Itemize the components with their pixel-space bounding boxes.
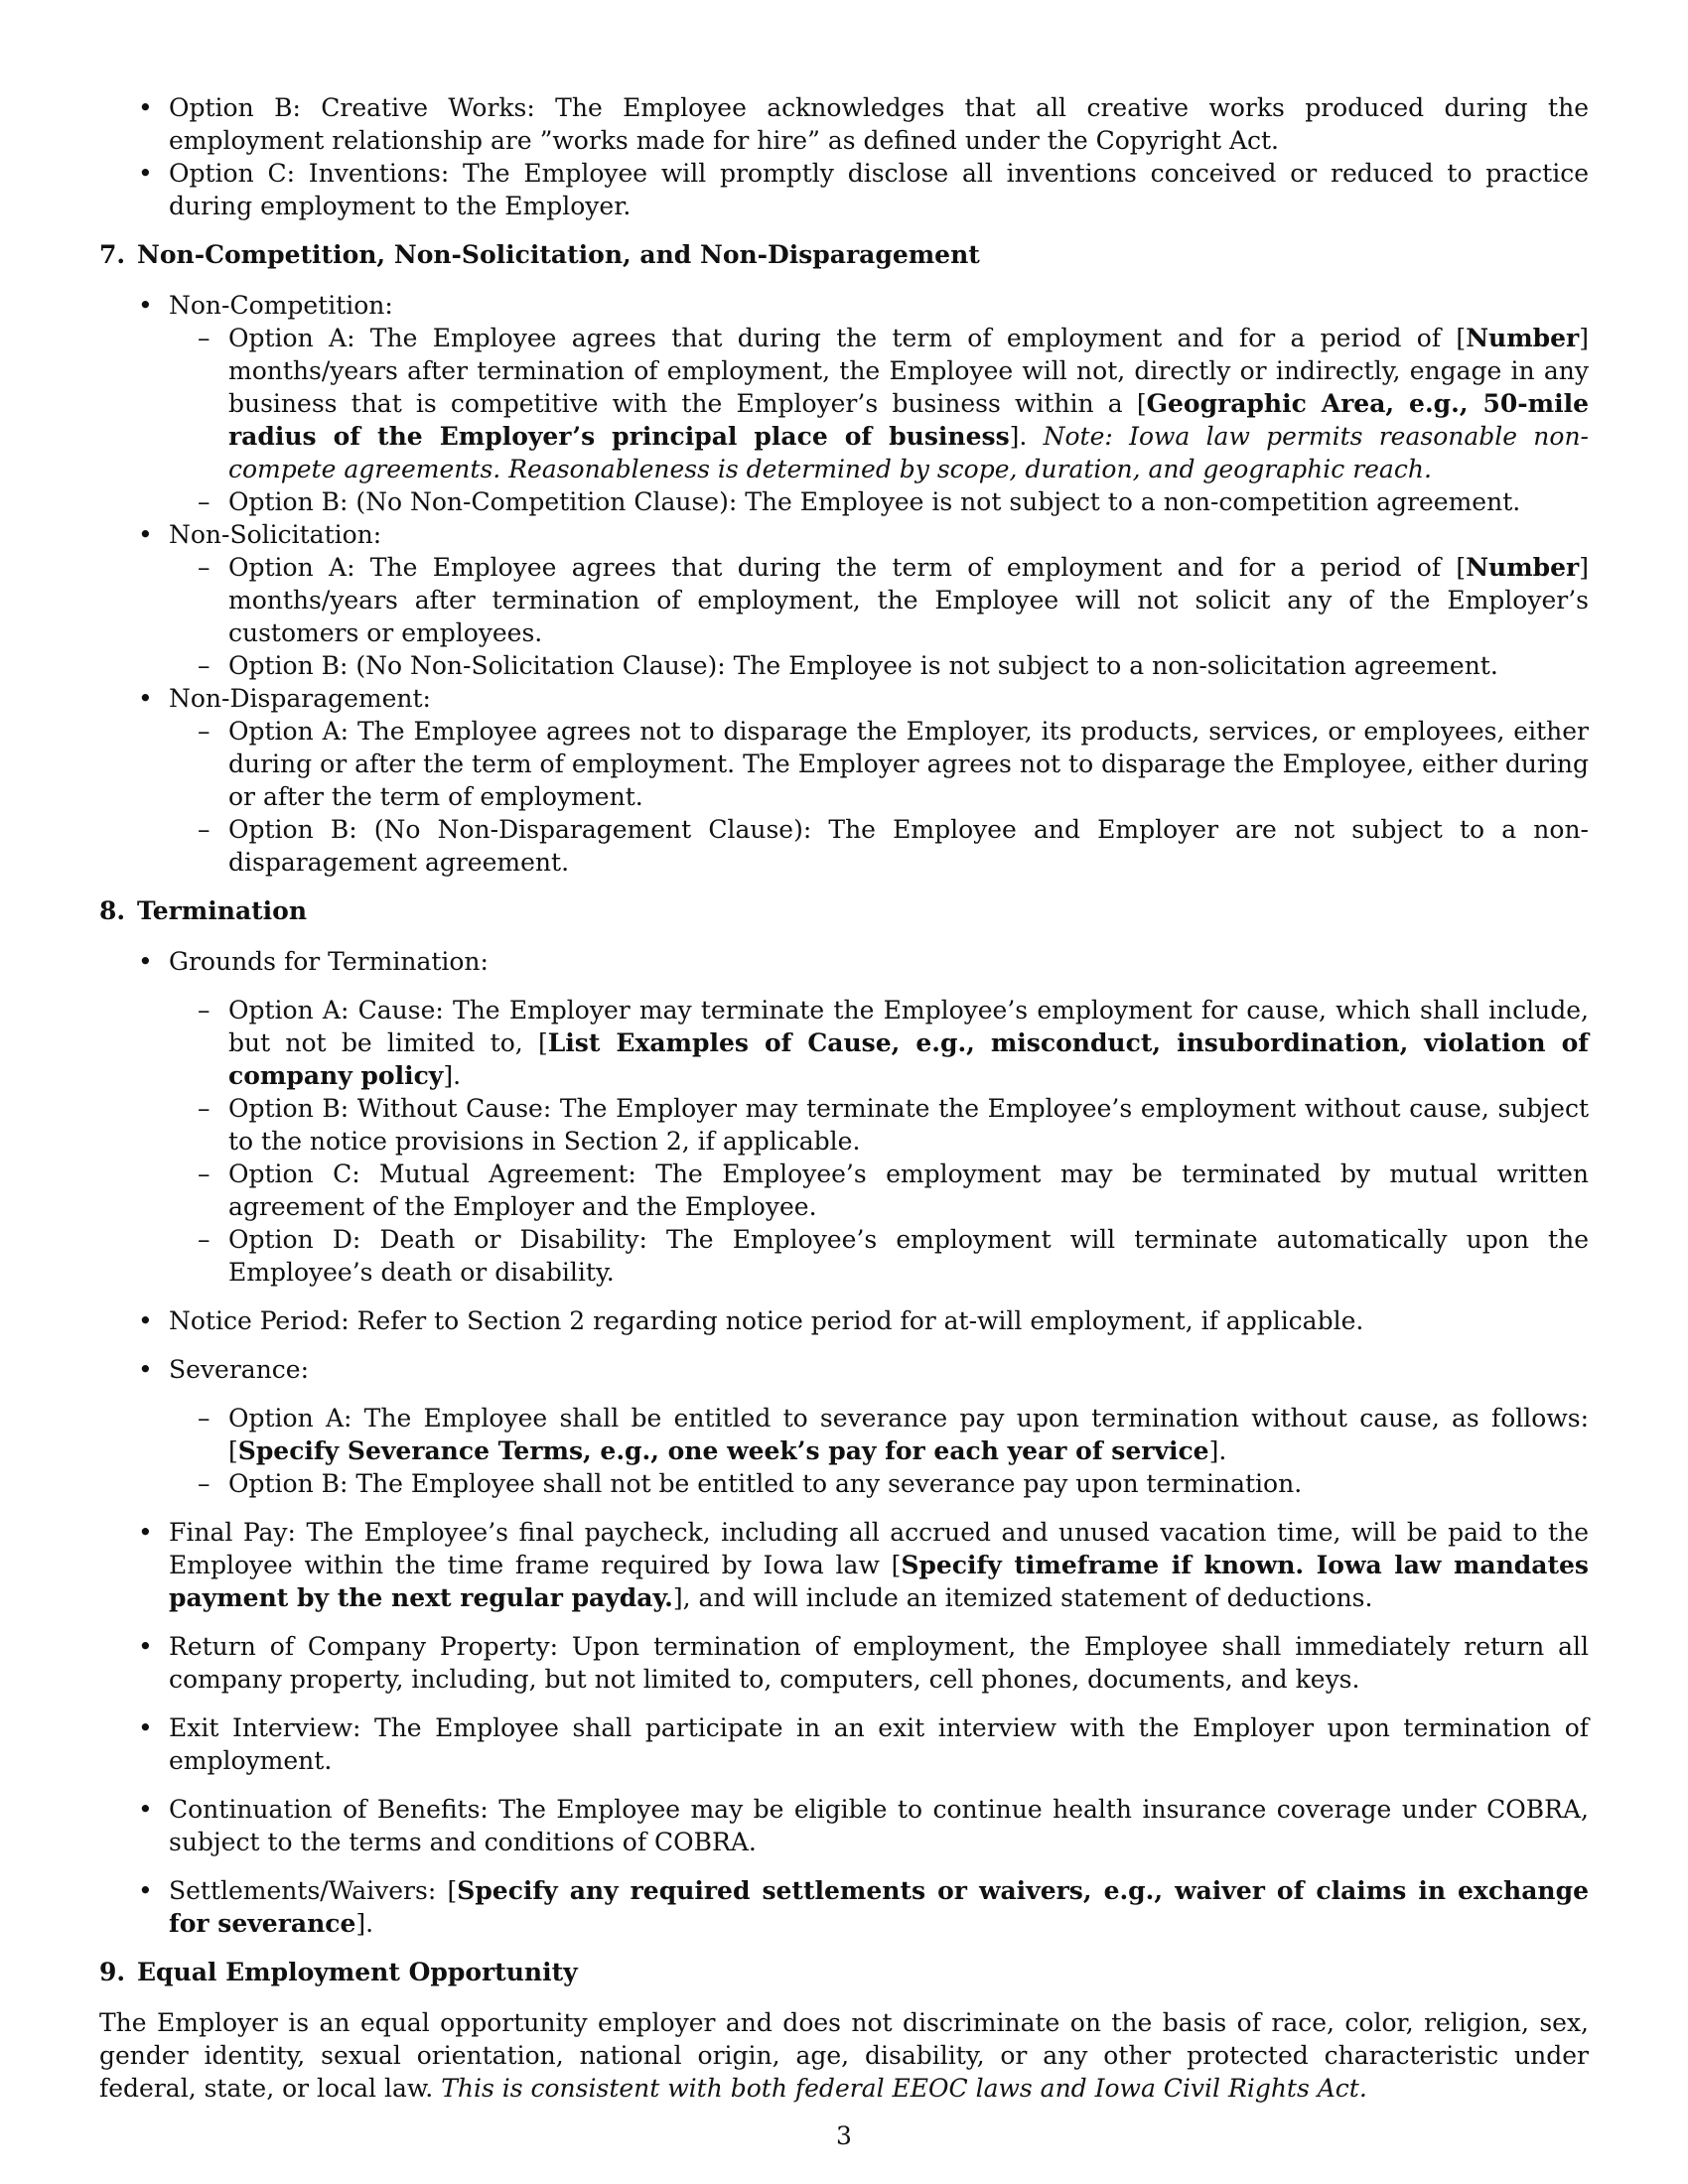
section-8-list xyxy=(99,945,1589,1940)
return-property: Return of Company Property: Upon termination of employment, the Employee shall immediately return all company property, including, but not limited to, computers, cell phones, documents, and keys. xyxy=(169,1632,1589,1694)
placeholder-field: Geographic Area, e.g., 50-mile radius of the Employer’s principal place of business xyxy=(228,389,1589,451)
text-run: The Employer is an equal opportunity employer and does not discriminate on the basis of race, color, religion, sex, gender identity, sexual orientation, national origin, age, disability, or any other protected characteristic under federal, state, or local law. xyxy=(99,2008,1589,2103)
text-run: ]. xyxy=(355,1909,374,1938)
list-item xyxy=(169,994,1589,1092)
non-solicitation-options xyxy=(169,551,1589,682)
list-item xyxy=(169,1092,1589,1158)
list-item xyxy=(99,1630,1589,1696)
non-disparagement-label: Non-Disparagement: xyxy=(169,684,431,713)
section-9-heading xyxy=(99,1956,1589,1988)
grounds-label: Grounds for Termination: xyxy=(169,947,489,976)
list-item xyxy=(169,1402,1589,1467)
option-c-inventions: Option C: Inventions: The Employee will promptly disclose all inventions conceived or reduced to practice during employment to the Employer. xyxy=(169,159,1589,220)
non-disparagement-options xyxy=(169,715,1589,879)
document-page xyxy=(99,91,1589,2105)
continuation-benefits: Continuation of Benefits: The Employee may be eligible to continue health insurance coverage under COBRA, subject to the terms and conditions of COBRA. xyxy=(169,1795,1589,1856)
section-6-options-list xyxy=(99,91,1589,222)
section-title: Non-Competition, Non-Solicitation, and Non-Disparagement xyxy=(137,240,980,269)
section-number: 8. xyxy=(99,896,126,925)
text-run: Option A: The Employee agrees that during the term of employment and for a period of [ xyxy=(228,553,1467,582)
section-7-heading xyxy=(99,238,1589,271)
text-run: Option B: Without Cause: The Employer may terminate the Employee’s employment without cause, subject to the notice provisions in Section 2, if applicable. xyxy=(228,1094,1589,1156)
section-7-list xyxy=(99,289,1589,879)
text-run: Option B: (No Non-Solicitation Clause): The Employee is not subject to a non-solicitation agreement. xyxy=(228,651,1498,680)
list-item xyxy=(169,485,1589,518)
eeo-paragraph xyxy=(99,2006,1589,2105)
list-item xyxy=(99,1711,1589,1777)
text-run: Option B: (No Non-Disparagement Clause): The Employee and Employer are not subject to a non-disparagement agreement. xyxy=(228,815,1589,877)
text-run: ], and will include an itemized statement of deductions. xyxy=(672,1583,1373,1612)
option-b-creative-works: Option B: Creative Works: The Employee acknowledges that all creative works produced during the employment relationship are ”works made for hire” as defined under the Copyright Act. xyxy=(169,93,1589,155)
section-title: Termination xyxy=(137,896,308,925)
list-item xyxy=(169,813,1589,879)
severance-label: Severance: xyxy=(169,1355,310,1384)
section-number: 7. xyxy=(99,240,126,269)
placeholder-field: Specify timeframe if known. Iowa law mandates payment by the next regular payday. xyxy=(169,1551,1589,1612)
list-item xyxy=(99,91,1589,157)
section-8-heading xyxy=(99,894,1589,927)
list-item xyxy=(99,289,1589,518)
text-run: Option A: The Employee agrees not to disparage the Employer, its products, services, or employees, either during or after the term of employment. The Employer agrees not to disparage the Employee, either during or after the term of employment. xyxy=(228,717,1589,811)
text-run: Option D: Death or Disability: The Employee’s employment will terminate automatically upon the Employee’s death or disability. xyxy=(228,1225,1589,1287)
list-item xyxy=(99,682,1589,879)
non-solicitation-label: Non-Solicitation: xyxy=(169,520,382,549)
text-run: ]. xyxy=(443,1061,462,1090)
placeholder-field: Number xyxy=(1466,553,1580,582)
text-run: Option A: Cause: The Employer may terminate the Employee’s employment for cause, which shall include, but not be limited to, [ xyxy=(228,996,1589,1057)
list-item xyxy=(169,551,1589,649)
list-item xyxy=(99,1516,1589,1614)
text-run: Option A: The Employee agrees that during the term of employment and for a period of [ xyxy=(228,324,1467,352)
severance-options xyxy=(169,1402,1589,1500)
list-item xyxy=(169,715,1589,813)
text-run: Final Pay: The Employee’s final paycheck, including all accrued and unused vacation time, will be paid to the Employee within the time frame required by Iowa law [ xyxy=(169,1518,1589,1579)
page-number: 3 xyxy=(836,2121,852,2150)
grounds-options xyxy=(169,994,1589,1289)
list-item xyxy=(99,1874,1589,1940)
list-item xyxy=(169,649,1589,682)
text-run: Option A: The Employee shall be entitled to severance pay upon termination without cause, as follows: [ xyxy=(228,1404,1589,1465)
list-item xyxy=(99,157,1589,222)
non-competition-label: Non-Competition: xyxy=(169,291,393,320)
placeholder-field: Specify Severance Terms, e.g., one week’s pay for each year of service xyxy=(237,1436,1209,1465)
text-run: Option B: The Employee shall not be entitled to any severance pay upon termination. xyxy=(228,1469,1303,1498)
list-item xyxy=(169,1467,1589,1500)
list-item xyxy=(99,1304,1589,1337)
list-item xyxy=(99,945,1589,1289)
list-item xyxy=(169,322,1589,485)
section-title: Equal Employment Opportunity xyxy=(137,1958,578,1986)
list-item xyxy=(169,1158,1589,1223)
list-item xyxy=(169,1223,1589,1289)
text-run: Option C: Mutual Agreement: The Employee’s employment may be terminated by mutual written agreement of the Employer and the Employee. xyxy=(228,1160,1589,1221)
text-run: ] months/years after termination of employment, the Employee will not solicit any of the Employer’s customers or employees. xyxy=(228,553,1589,647)
text-run: ]. xyxy=(1009,422,1044,451)
italic-note: Note: Iowa law permits reasonable non-compete agreements. Reasonableness is determined by scope, duration, and geographic reach. xyxy=(228,422,1589,483)
placeholder-field: Specify any required settlements or waivers, e.g., waiver of claims in exchange for severance xyxy=(169,1876,1589,1938)
notice-period: Notice Period: Refer to Section 2 regarding notice period for at-will employment, if applicable. xyxy=(169,1306,1364,1335)
list-item xyxy=(99,518,1589,682)
placeholder-field: Number xyxy=(1466,324,1580,352)
section-number: 9. xyxy=(99,1958,126,1986)
text-run: ] months/years after termination of employment, the Employee will not, directly or indirectly, engage in any business that is competitive with the Employer’s business within a [ xyxy=(228,324,1589,418)
exit-interview: Exit Interview: The Employee shall participate in an exit interview with the Employer upon termination of employment. xyxy=(169,1713,1589,1775)
text-run: Option B: (No Non-Competition Clause): The Employee is not subject to a non-competition agreement. xyxy=(228,487,1521,516)
text-run: ]. xyxy=(1208,1436,1227,1465)
text-run: Settlements/Waivers: [ xyxy=(169,1876,458,1905)
placeholder-field: List Examples of Cause, e.g., misconduct, insubordination, violation of company policy xyxy=(228,1028,1589,1090)
non-competition-options xyxy=(169,322,1589,518)
list-item xyxy=(99,1793,1589,1858)
italic-note: This is consistent with both federal EEOC laws and Iowa Civil Rights Act. xyxy=(441,2074,1367,2103)
list-item xyxy=(99,1353,1589,1500)
